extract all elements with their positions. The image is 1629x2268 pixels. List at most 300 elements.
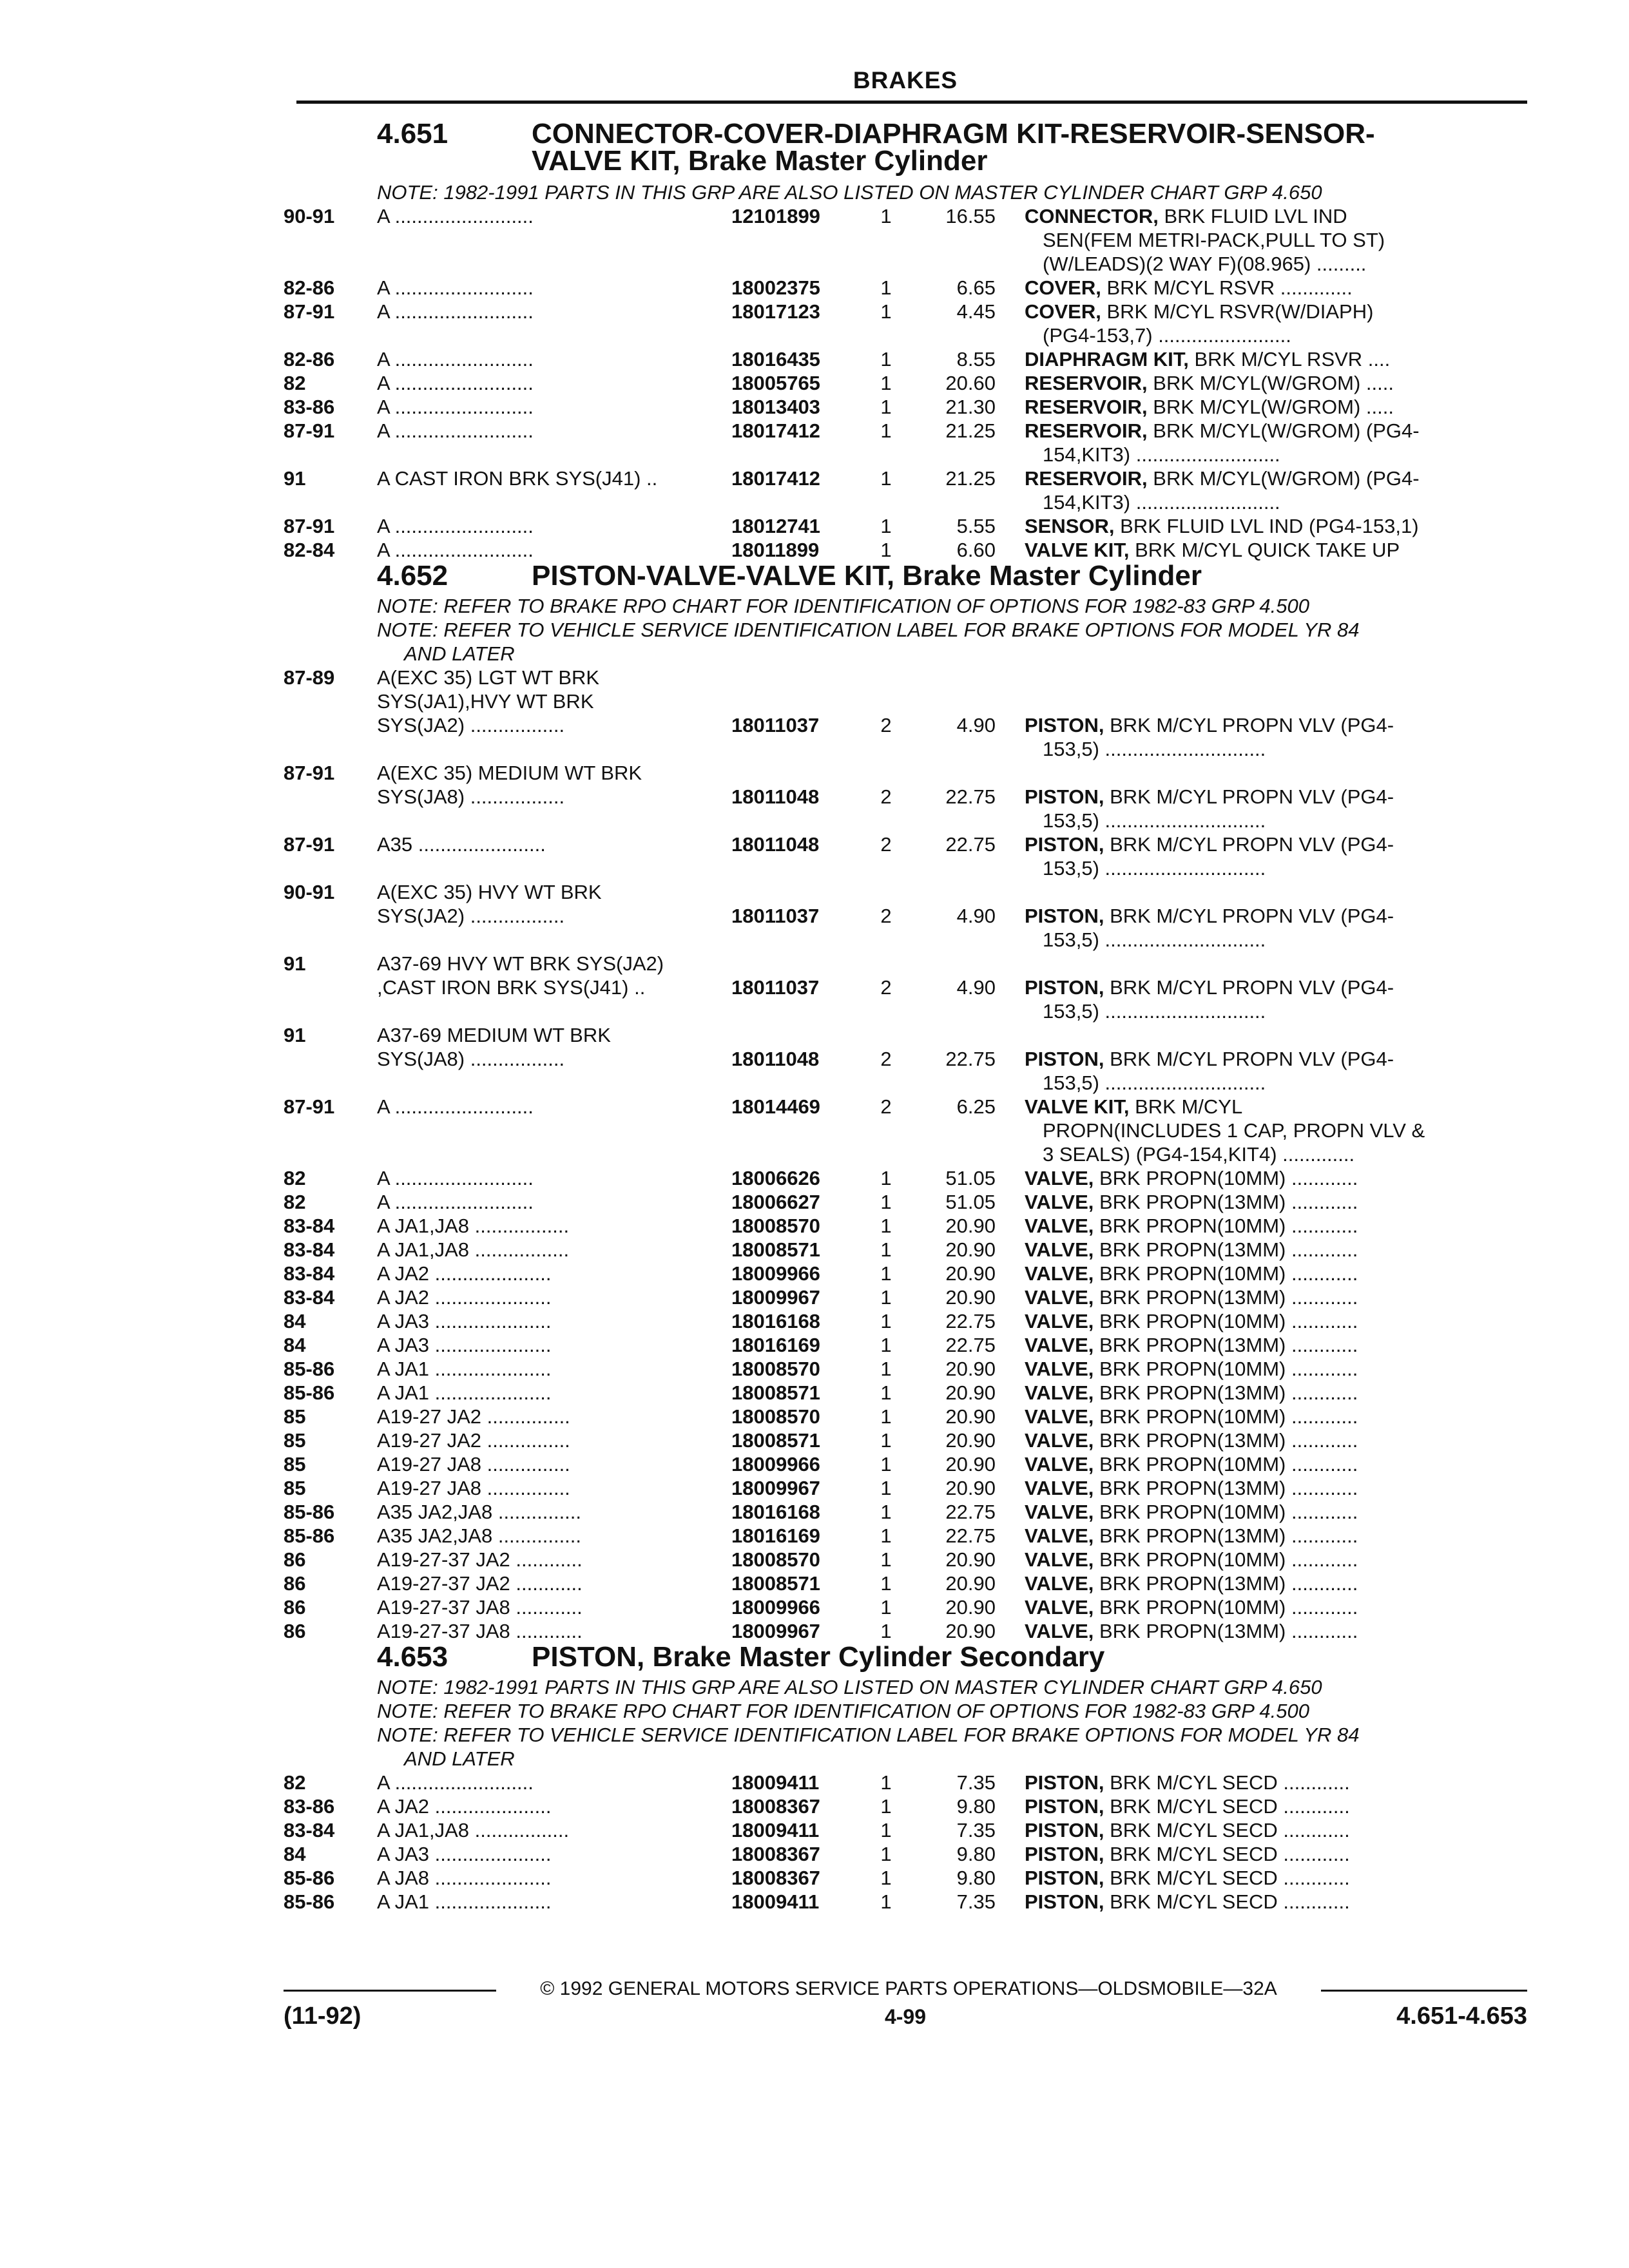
application: A35 ....................... (377, 833, 546, 856)
part-name: VALVE, (1025, 1191, 1094, 1213)
part-name: VALVE, (1025, 1286, 1094, 1309)
row-line (284, 1500, 1527, 1524)
part-name: VALVE, (1025, 1262, 1094, 1285)
quantity: 2 (880, 1048, 892, 1070)
part-description (1025, 1476, 1514, 1500)
row-line (284, 276, 1527, 300)
model-years: 83-84 (284, 1262, 335, 1285)
model-years: 87-91 (284, 300, 335, 323)
part-detail: BRK PROPN(13MM) ............ (1094, 1620, 1358, 1642)
quantity: 1 (880, 348, 892, 370)
part-name: VALVE, (1025, 1238, 1094, 1261)
part-description (1025, 1095, 1514, 1119)
application: A19-27-37 JA8 ............ (377, 1596, 583, 1619)
part-detail: BRK PROPN(13MM) ............ (1094, 1524, 1358, 1547)
part-number: 18002375 (731, 276, 820, 299)
part-number: 18008571 (731, 1381, 820, 1404)
application: A19-27-37 JA2 ............ (377, 1572, 583, 1595)
quantity: 1 (880, 1429, 892, 1452)
part-description (1025, 1571, 1514, 1595)
part-number: 18008571 (731, 1238, 820, 1261)
row-line (284, 1047, 1527, 1071)
part-number: 18009966 (731, 1262, 820, 1285)
model-years: 84 (284, 1334, 306, 1356)
application: A JA1,JA8 ................. (377, 1238, 570, 1261)
row-line (284, 1190, 1527, 1214)
application: A JA1 ..................... (377, 1358, 552, 1380)
quantity: 1 (880, 1405, 892, 1428)
quantity: 2 (880, 905, 892, 927)
row-line (284, 975, 1527, 999)
footer-group-range: 4.651-4.653 (1396, 2003, 1527, 2030)
part-name: VALVE, (1025, 1215, 1094, 1237)
part-number: 18014469 (731, 1095, 820, 1118)
quantity: 1 (880, 1215, 892, 1237)
application: A JA3 ..................... (377, 1310, 552, 1332)
quantity: 1 (880, 1453, 892, 1475)
part-detail: BRK PROPN(13MM) ............ (1094, 1334, 1358, 1356)
part-description (1025, 466, 1514, 490)
price: 22.75 (945, 1048, 996, 1070)
part-description (1025, 1866, 1514, 1890)
part-number: 18009967 (731, 1620, 820, 1642)
part-detail: BRK M/CYL PROPN VLV (PG4- (1104, 833, 1394, 856)
part-name: VALVE, (1025, 1429, 1094, 1452)
row-line (284, 1285, 1527, 1309)
page-content (284, 120, 1527, 1914)
application: A ......................... (377, 539, 534, 561)
price: 22.75 (945, 1501, 996, 1523)
model-years: 85-86 (284, 1501, 335, 1523)
part-description (1025, 1309, 1514, 1333)
row-line (284, 1023, 1527, 1047)
application: A JA3 ..................... (377, 1843, 552, 1865)
application: A19-27 JA2 ............... (377, 1405, 570, 1428)
price: 20.90 (945, 1477, 996, 1499)
part-name: VALVE, (1025, 1524, 1094, 1547)
group-note (377, 1747, 1527, 1771)
row-line (284, 443, 1527, 466)
group-note (377, 1723, 1527, 1747)
application: ,CAST IRON BRK SYS(J41) .. (377, 976, 646, 999)
part-detail: BRK M/CYL SECD ............ (1104, 1843, 1350, 1865)
application: A CAST IRON BRK SYS(J41) .. (377, 467, 658, 490)
part-description (1025, 1047, 1514, 1071)
parts-row (284, 1285, 1527, 1309)
price: 20.90 (945, 1429, 996, 1452)
model-years: 85-86 (284, 1890, 335, 1913)
quantity: 1 (880, 1620, 892, 1642)
application: A ......................... (377, 1191, 534, 1213)
model-years: 85-86 (284, 1867, 335, 1889)
row-line (284, 538, 1527, 562)
part-number: 18011048 (731, 785, 820, 808)
model-years: 90-91 (284, 881, 335, 903)
note-text: NOTE: 1982-1991 PARTS IN THIS GRP ARE ALSO LISTED ON MASTER CYLINDER CHART GRP 4.650 (377, 181, 1322, 204)
part-number: 18008571 (731, 1429, 820, 1452)
row-line (284, 809, 1527, 832)
quantity: 2 (880, 976, 892, 999)
part-description (1025, 204, 1514, 228)
model-years: 91 (284, 467, 306, 490)
copyright-line (284, 1977, 1527, 2003)
application: A19-27-37 JA2 ............ (377, 1548, 583, 1571)
part-number: 18011899 (731, 539, 820, 561)
part-detail: BRK PROPN(10MM) ............ (1094, 1405, 1358, 1428)
row-line (284, 1818, 1527, 1842)
parts-row (284, 1166, 1527, 1190)
quantity: 2 (880, 833, 892, 856)
group-title (377, 562, 1527, 594)
row-line (284, 1142, 1527, 1166)
part-name: PISTON, (1025, 714, 1104, 736)
quantity: 2 (880, 714, 892, 736)
row-line (284, 1842, 1527, 1866)
part-number: 18011037 (731, 976, 820, 999)
part-detail: BRK FLUID LVL IND (PG4-153,1) (1114, 515, 1419, 537)
note-text: NOTE: REFER TO BRAKE RPO CHART FOR IDENTIFICATION OF OPTIONS FOR 1982-83 GRP 4.500 (377, 1700, 1309, 1722)
parts-row (284, 1405, 1527, 1428)
row-line (284, 904, 1527, 928)
row-line (284, 1166, 1527, 1190)
application: A ......................... (377, 1167, 534, 1189)
application: A19-27 JA8 ............... (377, 1453, 570, 1475)
quantity: 1 (880, 1477, 892, 1499)
application: A JA2 ..................... (377, 1262, 552, 1285)
part-description (1025, 371, 1514, 395)
row-line (284, 1452, 1527, 1476)
quantity: 1 (880, 1262, 892, 1285)
model-years: 83-84 (284, 1819, 335, 1841)
part-description (1025, 1214, 1514, 1238)
quantity: 1 (880, 539, 892, 561)
catalog-page (284, 64, 1527, 1914)
part-detail: BRK PROPN(10MM) ............ (1094, 1215, 1358, 1237)
description-continued: 153,5) ............................. (1043, 738, 1266, 760)
part-name: VALVE, (1025, 1381, 1094, 1404)
part-description (1025, 514, 1514, 538)
row-line (284, 1095, 1527, 1119)
parts-row (284, 1890, 1527, 1914)
part-description (1025, 1771, 1514, 1794)
quantity: 2 (880, 785, 892, 808)
parts-row (284, 1548, 1527, 1571)
price: 4.90 (956, 905, 996, 927)
row-line (284, 666, 1527, 689)
part-description (1025, 1381, 1514, 1405)
description-continued: 153,5) ............................. (1043, 1072, 1266, 1094)
footer-date: (11-92) (284, 2003, 361, 2030)
description-continued: (W/LEADS)(2 WAY F)(08.965) ......... (1043, 253, 1367, 275)
part-description (1025, 347, 1514, 371)
part-description (1025, 785, 1514, 809)
part-detail: BRK PROPN(10MM) ............ (1094, 1167, 1358, 1189)
part-name: VALVE, (1025, 1572, 1094, 1595)
price: 4.90 (956, 976, 996, 999)
quantity: 1 (880, 1572, 892, 1595)
quantity: 1 (880, 1548, 892, 1571)
price: 20.90 (945, 1358, 996, 1380)
part-detail: BRK M/CYL PROPN VLV (PG4- (1104, 714, 1394, 736)
price: 7.35 (956, 1771, 996, 1794)
price: 8.55 (956, 348, 996, 370)
part-detail: BRK M/CYL PROPN VLV (PG4- (1104, 1048, 1394, 1070)
row-line (284, 713, 1527, 737)
group-name: PISTON-VALVE-VALVE KIT, Brake Master Cylinder (532, 560, 1202, 591)
price: 6.25 (956, 1095, 996, 1118)
part-detail: BRK M/CYL(W/GROM) (PG4- (1147, 467, 1420, 490)
part-description (1025, 975, 1514, 999)
price: 20.90 (945, 1572, 996, 1595)
group-title (377, 120, 1527, 180)
price: 7.35 (956, 1819, 996, 1841)
row-line (284, 689, 1527, 713)
parts-row (284, 1357, 1527, 1381)
application: SYS(JA2) ................. (377, 714, 565, 736)
row-line (284, 395, 1527, 419)
row-line (284, 1571, 1527, 1595)
part-description (1025, 713, 1514, 737)
part-description (1025, 395, 1514, 419)
application: A(EXC 35) MEDIUM WT BRK (377, 762, 642, 784)
quantity: 1 (880, 1310, 892, 1332)
parts-row (284, 276, 1527, 300)
model-years: 85-86 (284, 1524, 335, 1547)
price: 21.30 (945, 396, 996, 418)
row-line (284, 761, 1527, 785)
row-line (284, 228, 1527, 252)
part-detail: BRK PROPN(10MM) ............ (1094, 1310, 1358, 1332)
model-years: 91 (284, 1024, 306, 1046)
quantity: 2 (880, 1095, 892, 1118)
parts-row (284, 1771, 1527, 1794)
model-years: 90-91 (284, 205, 335, 227)
part-name: PISTON, (1025, 833, 1104, 856)
price: 20.90 (945, 1405, 996, 1428)
description-continued: 154,KIT3) .......................... (1043, 491, 1280, 514)
part-name: VALVE, (1025, 1334, 1094, 1356)
quantity: 1 (880, 1596, 892, 1619)
part-description (1025, 1595, 1514, 1619)
group-section (284, 120, 1527, 562)
part-name: PISTON, (1025, 1890, 1104, 1913)
model-years: 85 (284, 1477, 306, 1499)
model-years: 84 (284, 1843, 306, 1865)
note-text: NOTE: 1982-1991 PARTS IN THIS GRP ARE ALSO LISTED ON MASTER CYLINDER CHART GRP 4.650 (377, 1676, 1322, 1698)
part-name: PISTON, (1025, 1867, 1104, 1889)
model-years: 91 (284, 952, 306, 975)
part-number: 18009411 (731, 1819, 820, 1841)
part-description (1025, 1524, 1514, 1548)
part-name: PISTON, (1025, 1795, 1104, 1818)
row-line (284, 737, 1527, 761)
part-description (1025, 1818, 1514, 1842)
parts-row (284, 1842, 1527, 1866)
part-detail: BRK M/CYL SECD ............ (1104, 1795, 1350, 1818)
part-detail: BRK M/CYL SECD ............ (1104, 1771, 1350, 1794)
application: A ......................... (377, 419, 534, 442)
application: A ......................... (377, 1095, 534, 1118)
page-header: BRAKES (853, 67, 958, 93)
group-note (377, 618, 1527, 642)
part-description (1025, 276, 1514, 300)
price: 20.90 (945, 1262, 996, 1285)
part-detail: BRK M/CYL RSVR ............. (1101, 276, 1353, 299)
part-name: PISTON, (1025, 1048, 1104, 1070)
part-detail: BRK M/CYL RSVR .... (1188, 348, 1391, 370)
price: 22.75 (945, 833, 996, 856)
parts-row (284, 1214, 1527, 1238)
parts-row (284, 1794, 1527, 1818)
part-detail: BRK PROPN(13MM) ............ (1094, 1191, 1358, 1213)
parts-row (284, 1238, 1527, 1262)
part-name: PISTON, (1025, 785, 1104, 808)
part-description (1025, 1333, 1514, 1357)
row-line (284, 832, 1527, 856)
parts-row (284, 204, 1527, 276)
parts-row (284, 1333, 1527, 1357)
part-detail: BRK M/CYL SECD ............ (1104, 1867, 1350, 1889)
parts-row (284, 1500, 1527, 1524)
part-detail: BRK PROPN(10MM) ............ (1094, 1358, 1358, 1380)
part-name: VALVE, (1025, 1548, 1094, 1571)
parts-row (284, 1818, 1527, 1842)
price: 20.90 (945, 1215, 996, 1237)
part-name: RESERVOIR, (1025, 396, 1148, 418)
quantity: 1 (880, 1795, 892, 1818)
price: 4.45 (956, 300, 996, 323)
part-number: 18008570 (731, 1215, 820, 1237)
model-years: 82-86 (284, 348, 335, 370)
row-line (284, 1794, 1527, 1818)
parts-row (284, 1524, 1527, 1548)
part-name: VALVE KIT, (1025, 539, 1130, 561)
model-years: 86 (284, 1572, 306, 1595)
part-number: 18009966 (731, 1596, 820, 1619)
model-years: 85-86 (284, 1381, 335, 1404)
part-name: VALVE, (1025, 1405, 1094, 1428)
description-continued: (PG4-153,7) ........................ (1043, 324, 1291, 347)
application: A(EXC 35) HVY WT BRK (377, 881, 602, 903)
copyright-rule-left (284, 1990, 496, 1992)
application: A19-27-37 JA8 ............ (377, 1620, 583, 1642)
row-line (284, 1428, 1527, 1452)
part-description (1025, 1842, 1514, 1866)
model-years: 83-84 (284, 1238, 335, 1261)
copyright-text: © 1992 GENERAL MOTORS SERVICE PARTS OPERATIONS—OLDSMOBILE—32A (540, 1978, 1277, 1999)
part-number: 18008367 (731, 1843, 820, 1865)
parts-row (284, 666, 1527, 761)
quantity: 1 (880, 1867, 892, 1889)
part-number: 18013403 (731, 396, 820, 418)
parts-row (284, 880, 1527, 952)
quantity: 1 (880, 419, 892, 442)
quantity: 1 (880, 1286, 892, 1309)
row-line (284, 1214, 1527, 1238)
group-note (377, 1699, 1527, 1723)
part-number: 18009967 (731, 1477, 820, 1499)
price: 22.75 (945, 1524, 996, 1547)
parts-row (284, 395, 1527, 419)
part-number: 18005765 (731, 372, 820, 394)
model-years: 82 (284, 1191, 306, 1213)
part-description (1025, 1190, 1514, 1214)
model-years: 87-91 (284, 1095, 335, 1118)
copyright-rule-right (1321, 1990, 1527, 1992)
parts-row (284, 1428, 1527, 1452)
part-name: VALVE KIT, (1025, 1095, 1130, 1118)
row-line (284, 1071, 1527, 1095)
group-name-continued: VALVE KIT, Brake Master Cylinder (532, 145, 988, 177)
group-name: CONNECTOR-COVER-DIAPHRAGM KIT-RESERVOIR-SENSOR- (532, 118, 1375, 149)
part-name: RESERVOIR, (1025, 419, 1148, 442)
group-note (377, 1675, 1527, 1699)
row-line (284, 928, 1527, 952)
part-detail: BRK FLUID LVL IND (1158, 205, 1347, 227)
part-number: 18008570 (731, 1405, 820, 1428)
application: A ......................... (377, 396, 534, 418)
price: 16.55 (945, 205, 996, 227)
model-years: 87-91 (284, 762, 335, 784)
part-detail: BRK M/CYL PROPN VLV (PG4- (1104, 905, 1394, 927)
application: A JA1,JA8 ................. (377, 1215, 570, 1237)
model-years: 87-91 (284, 515, 335, 537)
part-number: 18006626 (731, 1167, 820, 1189)
part-name: PISTON, (1025, 1819, 1104, 1841)
row-line (284, 856, 1527, 880)
part-detail: BRK PROPN(10MM) ............ (1094, 1262, 1358, 1285)
model-years: 84 (284, 1310, 306, 1332)
part-detail: BRK M/CYL(W/GROM) ..... (1147, 372, 1394, 394)
price: 20.90 (945, 1548, 996, 1571)
row-line (284, 1619, 1527, 1643)
quantity: 1 (880, 205, 892, 227)
price: 20.90 (945, 1620, 996, 1642)
row-line (284, 952, 1527, 975)
row-line (284, 1119, 1527, 1142)
quantity: 1 (880, 1191, 892, 1213)
part-detail: BRK M/CYL(W/GROM) (PG4- (1147, 419, 1420, 442)
parts-row (284, 1476, 1527, 1500)
application: A19-27 JA8 ............... (377, 1477, 570, 1499)
price: 20.90 (945, 1238, 996, 1261)
note-text: AND LATER (404, 642, 515, 665)
parts-row (284, 1595, 1527, 1619)
row-line (284, 514, 1527, 538)
price: 6.65 (956, 276, 996, 299)
application: A19-27 JA2 ............... (377, 1429, 570, 1452)
description-continued: 154,KIT3) .......................... (1043, 443, 1280, 466)
quantity: 1 (880, 467, 892, 490)
group-note (377, 180, 1527, 204)
part-description (1025, 904, 1514, 928)
description-continued: 153,5) ............................. (1043, 928, 1266, 951)
price: 6.60 (956, 539, 996, 561)
part-detail: BRK PROPN(10MM) ............ (1094, 1596, 1358, 1619)
part-description (1025, 1619, 1514, 1643)
application: A37-69 HVY WT BRK SYS(JA2) (377, 952, 664, 975)
part-detail: BRK M/CYL RSVR(W/DIAPH) (1101, 300, 1374, 323)
part-number: 18006627 (731, 1191, 820, 1213)
price: 7.35 (956, 1890, 996, 1913)
price: 4.90 (956, 714, 996, 736)
group-section (284, 1643, 1527, 1914)
row-line (284, 1405, 1527, 1428)
price: 22.75 (945, 1310, 996, 1332)
part-name: PISTON, (1025, 1771, 1104, 1794)
part-detail: BRK M/CYL (1129, 1095, 1243, 1118)
part-description (1025, 1285, 1514, 1309)
